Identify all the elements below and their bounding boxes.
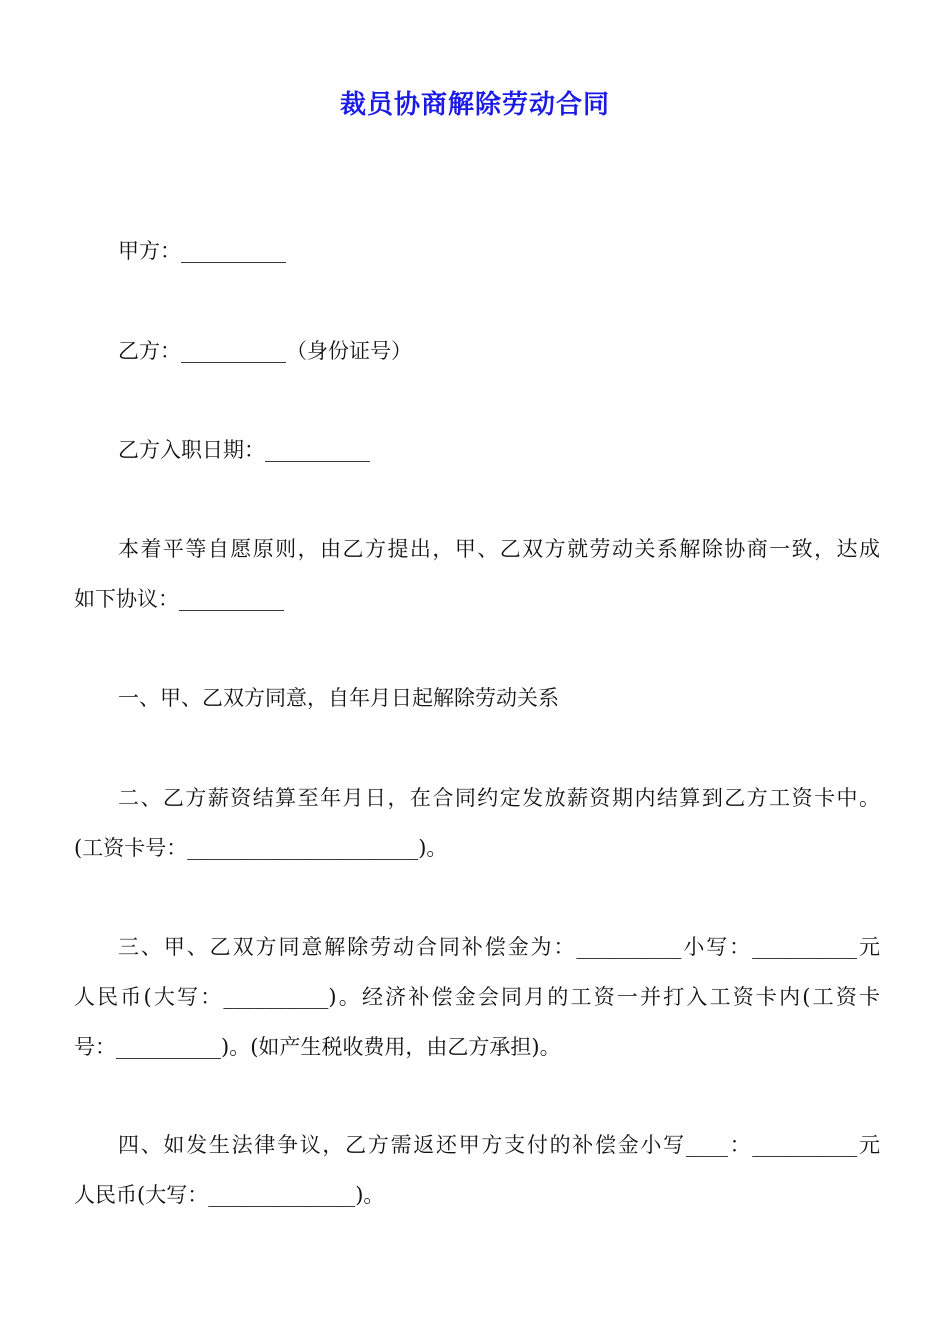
party-a-text: 甲方：__________ [118, 239, 286, 263]
entry-date-text: 乙方入职日期：__________ [118, 438, 370, 462]
clause-3 [74, 922, 880, 1072]
clause-4 [74, 1120, 880, 1220]
clause-4-line-2: 人民币(大写：______________)。 [74, 1183, 385, 1207]
intro-paragraph [74, 524, 880, 624]
clause-2-line-2: (工资卡号：______________________)。 [74, 836, 448, 860]
clause-3-line-2: 人民币(大写：__________)。经济补偿金会同月的工资一并打入工资卡内(工资卡 [74, 985, 880, 1009]
clause-2 [74, 773, 880, 873]
clause-1 [74, 673, 880, 723]
document-title: 裁员协商解除劳动合同 [339, 90, 610, 120]
party-a-line [74, 226, 880, 276]
clause-3-line-1: 三、甲、乙双方同意解除劳动合同补偿金为：__________小写：__________元 [118, 935, 880, 959]
intro-line-2: 如下协议：__________ [74, 587, 284, 611]
clause-3-line-3: 号：__________)。(如产生税收费用，由乙方承担)。 [74, 1035, 561, 1059]
clause-1-line-1: 一、甲、乙双方同意，自年月日起解除劳动关系 [118, 686, 559, 710]
entry-date-line [74, 425, 880, 475]
party-b-text: 乙方：__________（身份证号） [118, 339, 412, 363]
clause-4-line-1: 四、如发生法律争议，乙方需返还甲方支付的补偿金小写____：__________元 [118, 1133, 880, 1157]
party-b-line [74, 326, 880, 376]
intro-line-1: 本着平等自愿原则，由乙方提出，甲、乙双方就劳动关系解除协商一致，达成 [118, 537, 880, 561]
clause-2-line-1: 二、乙方薪资结算至年月日，在合同约定发放薪资期内结算到乙方工资卡中。 [118, 786, 880, 810]
